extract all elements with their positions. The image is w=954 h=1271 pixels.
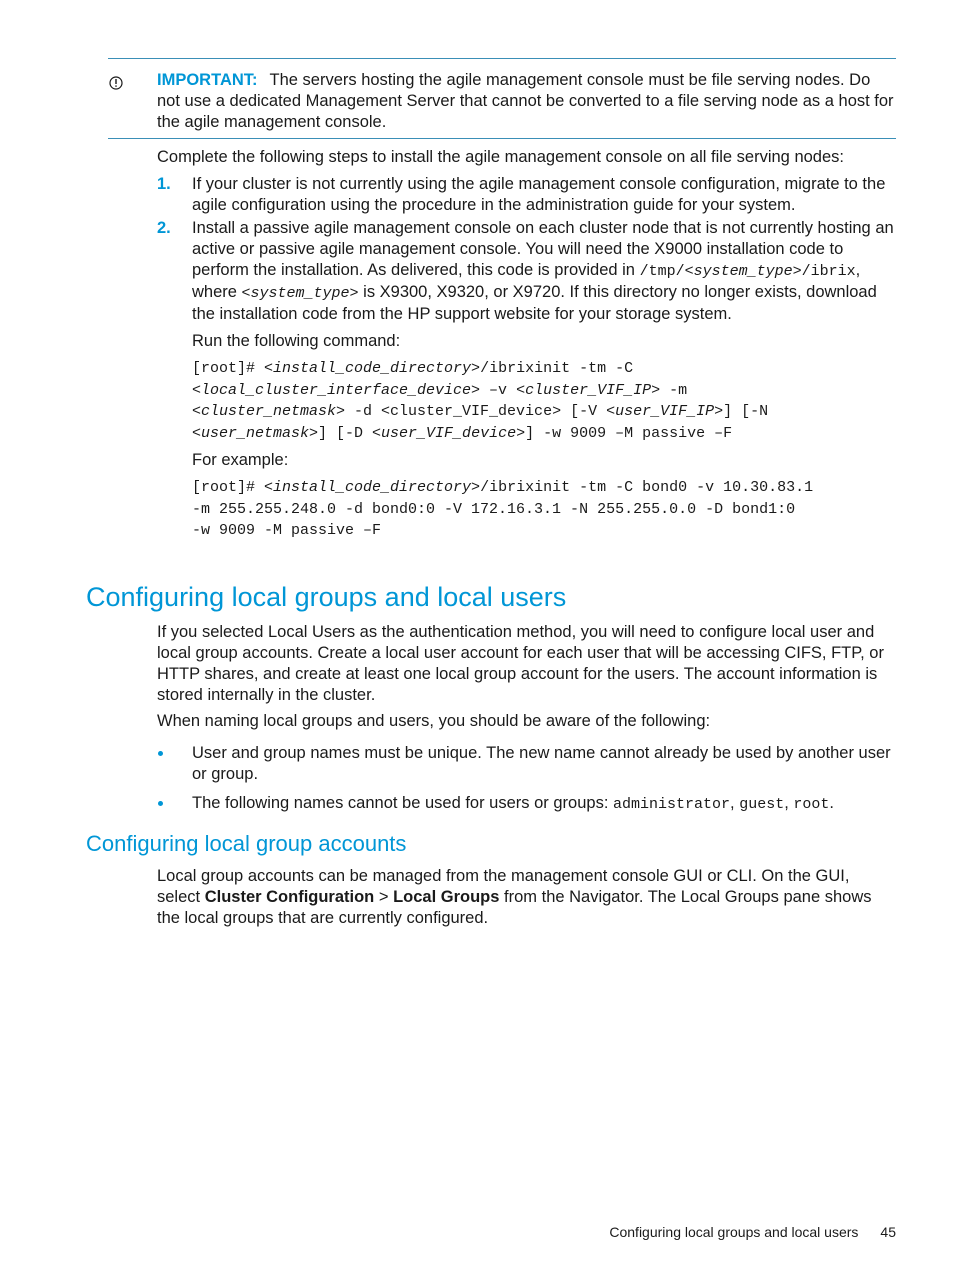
example-block: [root]# <install_code_directory>/ibrixinit -tm -C bond0 -v 10.30.83.1 -m 255.255.248.0 -d bond0:0 -V 172.16.3.1 -N 255.255.0.0 -D bond1:0 -w 9009 -M passive –F <box>192 479 814 539</box>
example-label: For example: <box>192 451 289 469</box>
note-bottom-rule <box>108 138 896 139</box>
step-number: 2. <box>157 219 171 237</box>
important-note <box>108 58 896 139</box>
important-label: IMPORTANT: <box>157 71 258 89</box>
section-heading: Configuring local groups and local users <box>86 582 567 612</box>
step-item <box>157 218 897 542</box>
menu-path-local-groups: Local Groups <box>393 888 500 906</box>
subsection-paragraph: Local group accounts can be managed from the management console GUI or CLI. On the GUI, select Cluster Configuration > Local Groups from the Navigator. The Local Groups pane shows the local groups that are currently configured. <box>157 867 872 927</box>
step-text: If your cluster is not currently using the agile management console configuration, migrate to the agile configuration using the procedure in the administration guide for your system. <box>192 175 886 214</box>
path-code: /tmp/<system_type>/ibrix <box>639 263 856 280</box>
reserved-name: root <box>793 796 830 813</box>
page-footer <box>609 1222 896 1243</box>
system-type-code: <system_type> <box>241 285 359 302</box>
subsection-heading: Configuring local group accounts <box>86 831 407 856</box>
run-label: Run the following command: <box>192 332 401 350</box>
bullet-icon <box>158 751 163 756</box>
list-item: The following names cannot be used for users or groups: administrator, guest, root. <box>157 793 897 815</box>
important-icon <box>109 76 123 90</box>
reserved-name: guest <box>739 796 785 813</box>
command-block: [root]# <install_code_directory>/ibrixinit -tm -C <local_cluster_interface_device> –v <cluster_VIF_IP> -m <cluster_netmask> -d <cluster_VIF_device> [-V <user_VIF_IP>] [-N <user_netmask>] [-D <user_VIF_device>] -w 9009 –M passive –F <box>192 360 769 442</box>
naming-intro: When naming local groups and users, you should be aware of the following: <box>157 712 711 730</box>
menu-path-cluster-configuration: Cluster Configuration <box>204 888 375 906</box>
step-item <box>157 174 897 216</box>
step-number: 1. <box>157 175 171 193</box>
section-paragraph: If you selected Local Users as the authentication method, you will need to configure local user and local group accounts. Create a local user account for each user that will be accessing CIFS, FTP, or HTTP shares, and create at least one local group account for the users. The account information is stored internally in the cluster. <box>157 623 884 704</box>
step-text: Install a passive agile management console on each cluster node that is not currently hosting an active or passive agile management console. You will need the X9000 installation code to perform the installation. As delivered, this code is provided in /tmp/<system_type>/ibrix, where <system_type> is X9300, X9320, or X9720. If this directory no longer exists, download the installation code from the HP support website for your storage system. <box>192 219 894 323</box>
important-text: The servers hosting the agile management console must be file serving nodes. Do not use a dedicated Management Server that cannot be converted to a file serving node as a host for the agile management console. <box>157 71 894 131</box>
bullet-icon <box>158 801 163 806</box>
steps-list <box>157 174 897 542</box>
list-item: User and group names must be unique. The new name cannot already be used by another user or group. <box>157 743 897 785</box>
reserved-name: administrator <box>612 796 731 813</box>
page-number: 45 <box>880 1224 896 1240</box>
naming-rules-list <box>157 743 897 823</box>
intro-paragraph: Complete the following steps to install the agile management console on all file serving nodes: <box>157 148 844 166</box>
footer-title: Configuring local groups and local users <box>609 1224 859 1240</box>
